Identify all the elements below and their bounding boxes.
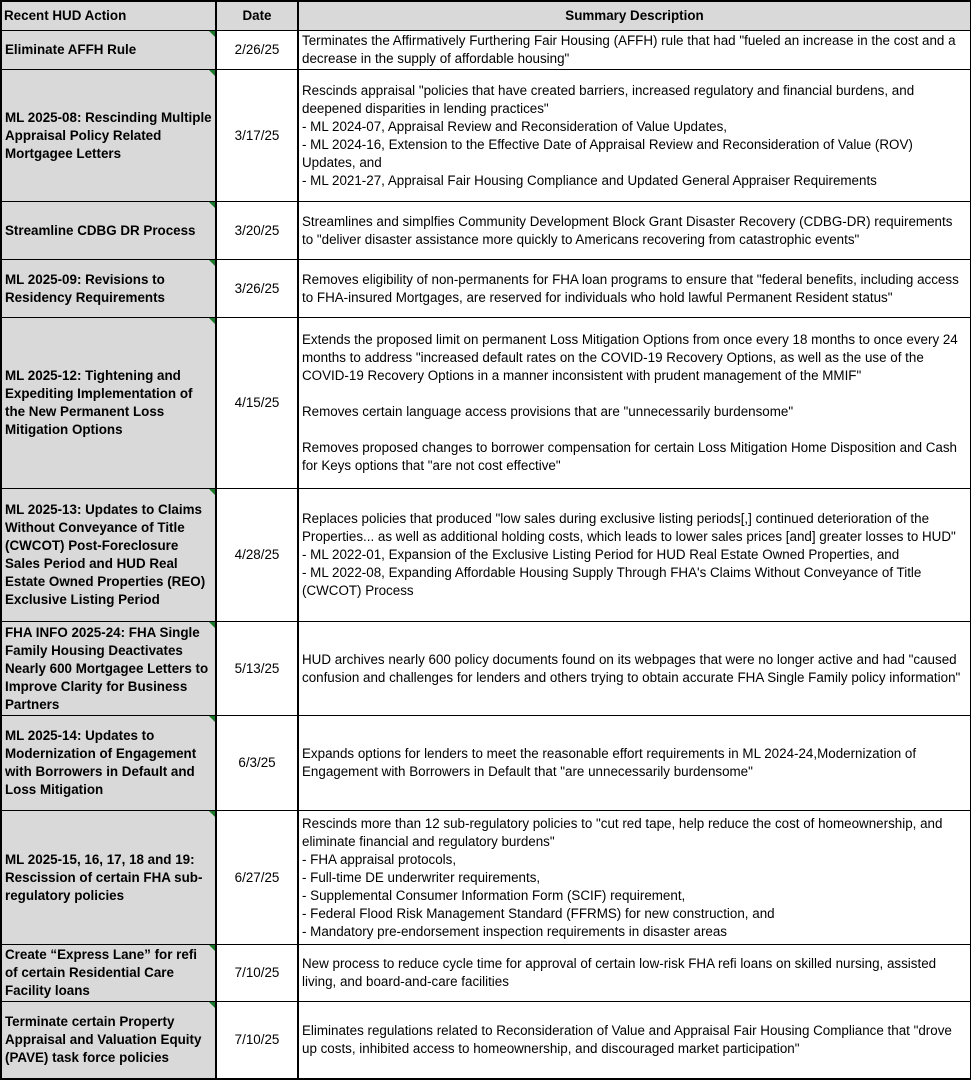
summary-cell <box>298 811 971 945</box>
action-cell: Eliminate AFFH Rule <box>1 31 216 70</box>
action-cell: ML 2025-12: Tightening and Expediting Implementation of the New Permanent Loss Mitigation Options <box>1 318 216 489</box>
summary-line: - Full-time DE underwriter requirements, <box>302 869 541 885</box>
header-recent-hud-action: Recent HUD Action <box>1 1 216 31</box>
summary-spacer <box>302 385 967 403</box>
summary-line: - Supplemental Consumer Information Form (SCIF) requirement, <box>302 887 686 903</box>
summary-line: Removes eligibility of non-permanents for FHA loan programs to ensure that "federal benefits, including access to FHA-insured Mortgages, are reserved for individuals who hold lawful Permanent Resident status" <box>302 271 959 305</box>
summary-cell <box>298 31 971 70</box>
action-cell: ML 2025-14: Updates to Modernization of Engagement with Borrowers in Default and Loss Mitigation <box>1 716 216 811</box>
summary-spacer <box>302 421 967 439</box>
summary-line: Removes proposed changes to borrower compensation for certain Loss Mitigation Home Disposition and Cash for Keys options that "are not cost effective" <box>302 440 957 473</box>
date-cell: 3/26/25 <box>216 260 298 318</box>
action-cell: Create “Express Lane” for refi of certain Residential Care Facility loans <box>1 945 216 1002</box>
date-cell: 6/3/25 <box>216 716 298 811</box>
summary-line: - Mandatory pre-endorsement inspection requirements in disaster areas <box>302 923 727 939</box>
summary-line: Rescinds more than 12 sub-regulatory policies to "cut red tape, help reduce the cost of homeownership, and eliminate financial and regulatory burdens" <box>302 815 943 849</box>
summary-cell <box>298 70 971 202</box>
date-cell: 4/15/25 <box>216 318 298 489</box>
header-date: Date <box>216 1 298 31</box>
summary-line: - ML 2024-16, Extension to the Effective Date of Appraisal Review and Reconsideration of Value (ROV) Updates, and <box>302 136 913 170</box>
summary-line: - ML 2022-08, Expanding Affordable Housing Supply Through FHA's Claims Without Conveyance of Title (CWCOT) Process <box>302 565 922 598</box>
table-row <box>1 31 971 70</box>
date-cell: 7/10/25 <box>216 1002 298 1079</box>
table-body <box>1 31 971 1079</box>
action-cell: ML 2025-15, 16, 17, 18 and 19: Rescission of certain FHA sub-regulatory policies <box>1 811 216 945</box>
summary-line: Rescinds appraisal "policies that have created barriers, increased regulatory and financial burdens, and deepened disparities in lending practices" <box>302 82 915 116</box>
summary-cell <box>298 202 971 260</box>
summary-line: - ML 2022-01, Expansion of the Exclusive Listing Period for HUD Real Estate Owned Properties, and <box>302 547 900 562</box>
date-cell: 3/20/25 <box>216 202 298 260</box>
summary-line: New process to reduce cycle time for approval of certain low-risk FHA refi loans on skilled nursing, assisted living, and board-and-care facilities <box>302 956 937 989</box>
table-row <box>1 1002 971 1079</box>
summary-line: - ML 2024-07, Appraisal Review and Reconsideration of Value Updates, <box>302 118 728 134</box>
table-row <box>1 202 971 260</box>
summary-cell <box>298 716 971 811</box>
summary-cell <box>298 1002 971 1079</box>
summary-line: Terminates the Affirmatively Furthering Fair Housing (AFFH) rule that had "fueled an increase in the cost and a decrease in the supply of affordable housing" <box>302 33 956 66</box>
table-row <box>1 716 971 811</box>
summary-line: Extends the proposed limit on permanent Loss Mitigation Options from once every 18 months to once every 24 months to address "increased default rates on the COVID-19 Recovery Options, as well as the use of the COVID-19 Recovery Options in a manner inconsistent with prudent management of the MMIF" <box>302 332 958 383</box>
table-row <box>1 622 971 716</box>
action-cell: Streamline CDBG DR Process <box>1 202 216 260</box>
summary-line: - ML 2021-27, Appraisal Fair Housing Compliance and Updated General Appraiser Requirements <box>302 172 877 188</box>
date-cell: 3/17/25 <box>216 70 298 202</box>
summary-cell <box>298 318 971 489</box>
table-row <box>1 945 971 1002</box>
header-row <box>1 1 971 31</box>
summary-cell <box>298 945 971 1002</box>
summary-cell <box>298 489 971 622</box>
date-cell: 4/28/25 <box>216 489 298 622</box>
date-cell: 7/10/25 <box>216 945 298 1002</box>
summary-line: - Federal Flood Risk Management Standard (FFRMS) for new construction, and <box>302 905 775 921</box>
summary-cell <box>298 260 971 318</box>
table-row <box>1 318 971 489</box>
date-cell: 5/13/25 <box>216 622 298 716</box>
date-cell: 6/27/25 <box>216 811 298 945</box>
action-cell: ML 2025-08: Rescinding Multiple Appraisal Policy Related Mortgagee Letters <box>1 70 216 202</box>
summary-line: HUD archives nearly 600 policy documents found on its webpages that were no longer active and had "caused confusion and challenges for lenders and others trying to obtain accurate FHA Single Family policy information" <box>302 651 961 685</box>
table-row <box>1 260 971 318</box>
summary-cell <box>298 622 971 716</box>
table-row <box>1 489 971 622</box>
summary-line: Replaces policies that produced "low sales during exclusive listing periods[,] continued deterioration of the Properties... as well as additional holding costs, which leads to lower sales prices [and] greater losses to HUD" <box>302 511 956 544</box>
date-cell: 2/26/25 <box>216 31 298 70</box>
action-cell: FHA INFO 2025-24: FHA Single Family Housing Deactivates Nearly 600 Mortgagee Letters to Improve Clarity for Business Partners <box>1 622 216 716</box>
table-row <box>1 70 971 202</box>
summary-line: Eliminates regulations related to Reconsideration of Value and Appraisal Fair Housing Compliance that "drove up costs, inhibited access to homeownership, and discouraged market participation" <box>302 1022 952 1056</box>
action-cell: ML 2025-13: Updates to Claims Without Conveyance of Title (CWCOT) Post-Foreclosure Sales Period and HUD Real Estate Owned Properties (REO) Exclusive Listing Period <box>1 489 216 622</box>
summary-line: Expands options for lenders to meet the reasonable effort requirements in ML 2024-24,Modernization of Engagement with Borrowers in Default that "are unnecessarily burdensome" <box>302 746 917 779</box>
action-cell: ML 2025-09: Revisions to Residency Requirements <box>1 260 216 318</box>
action-cell: Terminate certain Property Appraisal and Valuation Equity (PAVE) task force policies <box>1 1002 216 1079</box>
header-summary-description: Summary Description <box>298 1 971 31</box>
table-row <box>1 811 971 945</box>
summary-line: Streamlines and simplfies Community Development Block Grant Disaster Recovery (CDBG-DR) requirements to "deliver disaster assistance more quickly to Americans recovering from catastrophic events" <box>302 213 953 247</box>
summary-line: Removes certain language access provisions that are "unnecessarily burdensome" <box>302 404 794 419</box>
summary-line: - FHA appraisal protocols, <box>302 851 457 867</box>
